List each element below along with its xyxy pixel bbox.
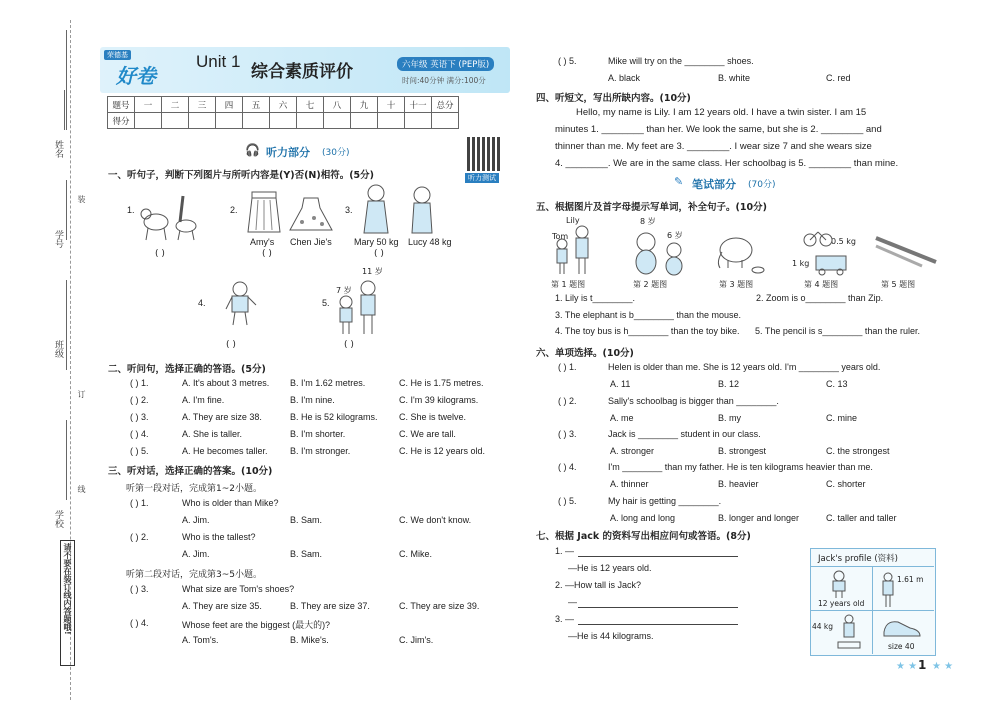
student-id-label: 学号 (53, 230, 63, 248)
q4-title: 四、听短文，写出所缺内容。(10分) (536, 93, 691, 104)
unit-label: Unit 1 (196, 52, 241, 71)
bike-bus-picture (800, 228, 860, 276)
pencil-icon: ✎ (674, 175, 684, 188)
page-number: 1 (918, 658, 927, 672)
girl-picture (218, 281, 264, 327)
lily-tom-picture (552, 224, 602, 276)
written-section-score: (70分) (748, 180, 776, 190)
page-title: 综合素质评价 (251, 62, 353, 82)
exam-page: 姓名 学号 班级 学校 装 订 线 请不要在装订线内答题哦! 荣德基 好卷 Unit 1 综合素质评价 六年级 英语下 (PEP版) 时间:40分钟 满分:100分 题号 一 二 三 四 五 六 七 八 九 十 十一 总分 得分 听力测试 🎧 听力部分 (30分) 一、听句子，判断下列图片与所听内容是(Y)否(N)相符。(5分) 1. ( ) 2. Amy's Chen Jie's ( ) 3. Mary 50 kg Lucy 48 kg ( ) 4. ( ) 5. 11 岁 7 岁 ( ) 二、听问句，选择正确的答语。(5分) ( ) 1. A. It's about 3 metres. B. I'm 1.62 metres. C. He is 1.75 metres. ( ) 2. A. I'm fine. B. I'm nine. C. I'm 39 kilograms. ( ) 3. A. They are size 38. B. He is 52 kilograms. C. She is twelve. ( ) 4. A. She is taller. B. I'm shorter. C. We are tall. ( ) 5. A. He becomes taller. B. I'm stronger. C. He is 12 years old. 三、听对话，选择正确的答案。(10分) 听第一段对话，完成第1~2小题。 ( ) 1. Who is older than Mike? A. Jim. B. Sam. C. We don't know. ( ) 2. Who is the tallest? A. Jim. B. Sam. C. Mike. 听第二段对话，完成第3~5小题。 ( ) 3. What size are Tom's shoes? A. They are size 35. B. They are size 37. C. They are size 39. ( ) 4. Whose feet are the biggest (最大的)? A. Tom's. B. Mike's. C. Jim's. ( ) 5. Mike will try on the ________ shoes. A. black B. white C. red 四、听短文，写出所缺内容。(10分) Hello, my name is Lily. I am 12 years old. I have a twin sister. I am 15 minutes 1. ________ than her. We look the same, but she is 2. ________ and thinner than me. My feet are 3. ________. I wear size 7 and she wears size 4. ________. We are in the same class. Her schoolbag is 5. ________ than mine. ✎ 笔试部分 (70分) 五、根据图片及首字母提示写单词，补全句子。(10分) Lily Tom 8 岁 6 岁 0.5 kg 1 kg 第 1 题图 第 2 题图 第 3 题图 第 4 题图 第 5 题图 1. Lily is t________. 2. Zoom is o________ than Zip. 3. The elephant is b________ than the mouse. 4. The toy bus is h________ than the toy bike. 5. The pencil is s________ than the ruler. 六、单项选择。(10分) ( ) 1. Helen is older than me. She is 12 years old. I'm ________ years old. A. 11 B. 12 C. 13 ( ) 2. Sally's schoolbag is bigger than ________. A. me B. my C. mine ( ) 3. Jack is ________ student in our class. A. stronger B. strongest C. the strongest ( ) 4. I'm ________ than my father. He is ten kilograms heavier than me. A. thinner B. heavier C. shorter ( ) 5. My hair is getting ________. A. long and long B. longer and longer C. taller and taller 七、根据 Jack 的资料写出相应问句或答语。(8分) 1. — —He is 12 years old. 2. —How tall is Jack? — 3. — —He is 44 kilograms. Jack's profile (资料) 12 years old 1.61 m 44 kg size 40 ★ ★ 1 ★ ★ (0, 0, 1000, 711)
jack-profile-title: Jack's profile (资料) (818, 554, 898, 564)
listening-section-score: (30分) (322, 148, 350, 158)
two-children-picture (334, 278, 384, 336)
written-section-title: 笔试部分 (692, 178, 736, 191)
q3-title: 三、听对话，选择正确的答案。(10分) (108, 466, 273, 477)
skirt-picture (246, 190, 282, 234)
q2-title: 二、听问句，选择正确的答语。(5分) (108, 364, 266, 375)
dress-picture (288, 196, 334, 232)
score-table: 题号 一 二 三 四 五 六 七 八 九 十 十一 总分 得分 (107, 96, 459, 129)
shoes-picture (880, 614, 926, 640)
jack-height-picture (878, 572, 898, 608)
name-label: 姓名 (53, 140, 63, 158)
answer-line-3[interactable] (578, 624, 738, 625)
brand-tag: 荣德基 (104, 50, 131, 60)
qr-label: 听力测试 (465, 173, 499, 183)
q1-title: 一、听句子，判断下列图片与所听内容是(Y)否(N)相符。(5分) (108, 170, 374, 181)
jack-weight-picture (834, 614, 864, 650)
pencil-ruler-picture (872, 234, 940, 270)
school-label: 学校 (53, 510, 63, 528)
time-score: 时间:40分钟 满分:100分 (402, 76, 486, 85)
q7-title: 七、根据 Jack 的资料写出相应问句或答语。(8分) (536, 531, 751, 542)
answer-line-1[interactable] (578, 556, 738, 557)
zoom-zip-picture (632, 228, 692, 276)
class-label: 班级 (53, 340, 63, 358)
star-decor-icon-right: ★ ★ (932, 661, 954, 672)
listening-section-title: 听力部分 (266, 146, 310, 159)
star-decor-icon: ★ ★ (896, 661, 918, 672)
no-answer-note: 请不要在装订线内答题哦! (60, 540, 75, 666)
grade-badge: 六年级 英语下 (PEP版) (397, 57, 494, 71)
brand-logo: 好卷 (116, 64, 156, 88)
q6-title: 六、单项选择。(10分) (536, 348, 634, 359)
two-girls-picture (360, 183, 450, 235)
q5-title: 五、根据图片及首字母提示写单词，补全句子。(10分) (536, 202, 767, 213)
unicorn-giraffe-picture (138, 192, 204, 242)
elephant-mouse-picture (712, 232, 768, 276)
jack-age-picture (824, 570, 854, 598)
qr-code[interactable] (467, 137, 501, 171)
headphone-icon: 🎧 (245, 143, 260, 157)
answer-line-2[interactable] (578, 607, 738, 608)
